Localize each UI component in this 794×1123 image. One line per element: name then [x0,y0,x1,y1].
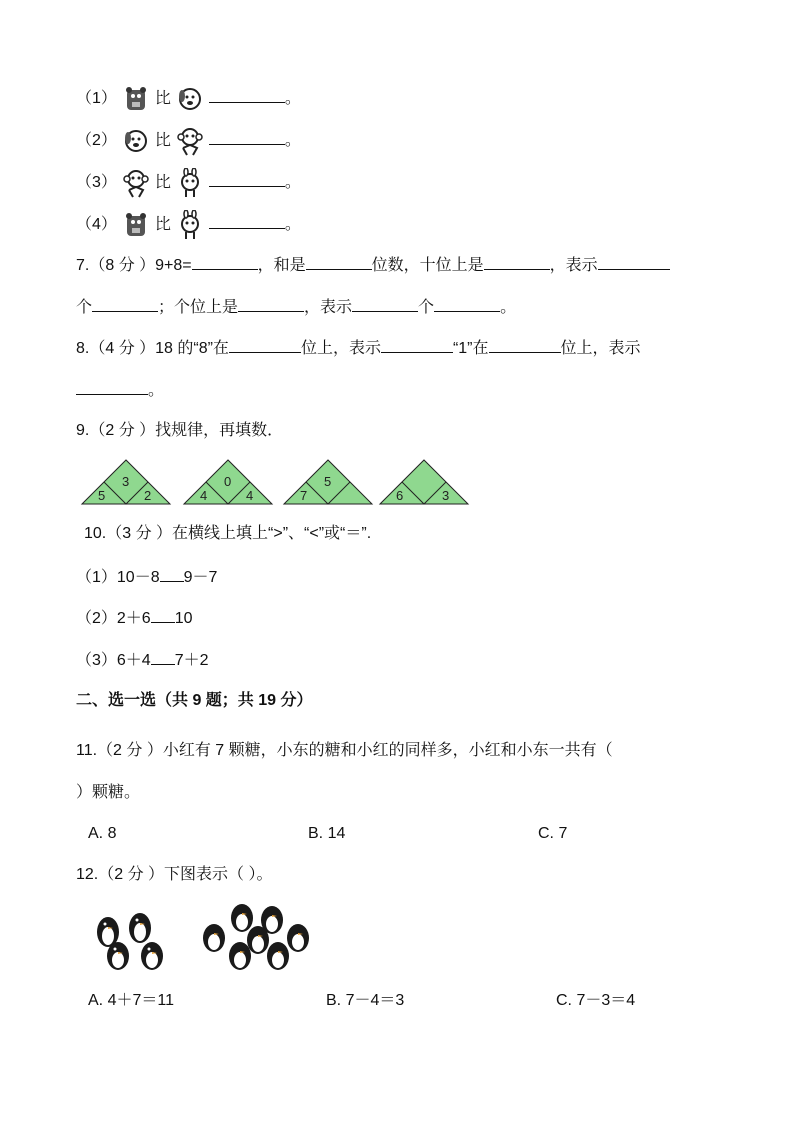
answer-blank[interactable] [352,295,418,312]
pattern-triangle [282,458,374,506]
q7-text: 个 [76,299,93,316]
question-11-line-1: 11.（2 分 ）小红有 7 颗糖，小东的糖和小红的同样多，小红和小东一共有（ [76,742,613,759]
item-number: （2） [76,610,117,627]
question-9 [76,420,283,442]
penguin-group-large [198,902,316,977]
compare-expression [76,606,193,630]
answer-blank[interactable] [484,253,550,270]
bear-icon [123,84,149,114]
item-number: （1） [76,90,117,108]
triangle-top-number: 0 [224,474,232,489]
q7-text: ，表示 [549,257,598,274]
answer-blank[interactable] [209,170,285,187]
question-8-line-1 [76,336,641,360]
compare-expression [76,565,217,589]
triangle-right-number: 3 [442,488,450,503]
question-12: 12.（2 分 ）下图表示（ ）。 [76,866,273,883]
penguin-icon [267,942,289,970]
item-number: （3） [76,174,117,192]
penguin-icon [247,926,269,954]
answer-blank[interactable] [209,128,285,145]
answer-blank[interactable] [76,378,148,395]
penguin-icon [203,924,225,952]
compare-item [76,168,301,198]
answer-blank[interactable] [434,295,500,312]
dog-icon [177,84,203,114]
period: 。 [284,216,301,234]
penguin-icon [229,942,251,970]
symbol-blank[interactable] [160,565,184,582]
expression-left: 10－8 [116,569,160,586]
compare-word: 比 [154,90,171,108]
period: 。 [284,90,301,108]
item-number: （2） [76,132,117,150]
rabbit-icon [177,210,203,240]
bear-icon [123,210,149,240]
question-11-line-2: ）颗糖。 [76,784,141,801]
q9-text: 9.（2 分 ）找规律，再填数． [76,422,284,439]
q7-text: ，表示 [304,299,353,316]
compare-item [76,126,301,156]
triangle-top-number: 5 [324,474,332,489]
compare-word: 比 [154,216,171,234]
triangle-right-number: 2 [144,488,152,503]
pattern-triangle [182,458,274,506]
q7-text: 个 [418,299,435,316]
penguin-icon [287,924,309,952]
monkey-icon [123,168,149,198]
item-number: （1） [76,569,117,586]
q10-text: 10.（3 分 ）在横线上填上“>”、“<”或“＝”. [84,525,372,542]
compare-item [76,210,301,240]
symbol-blank[interactable] [151,648,175,665]
penguin-group-small [94,910,174,977]
pattern-triangle [378,458,470,506]
item-number: （4） [76,216,117,234]
answer-blank[interactable] [229,336,301,353]
section-heading: 二、选一选（共 9 题；共 19 分） [76,692,313,709]
monkey-icon [177,126,203,156]
answer-blank[interactable] [489,336,561,353]
q7-text: 7.（8 分 ）9+8= [76,257,192,274]
q8-text: 位上，表示 [560,340,641,357]
expression-left: 6＋4 [116,652,151,669]
penguin-icon [231,904,253,932]
option-a[interactable]: A. 4＋7＝11 [88,992,174,1009]
triangle-left-number: 5 [98,488,106,503]
question-7-line-2 [76,295,516,319]
triangle-left-number: 4 [200,488,208,503]
option-b[interactable]: B. 7－4＝3 [326,992,405,1009]
expression-right: 7＋2 [174,652,209,669]
dog-icon [123,126,149,156]
triangle-left-number: 6 [396,488,404,503]
q8-text: “1”在 [452,340,489,357]
answer-blank[interactable] [209,212,285,229]
compare-item [76,84,301,114]
expression-left: 2＋6 [116,610,151,627]
answer-blank[interactable] [306,253,372,270]
question-10 [84,523,371,545]
item-number: （3） [76,652,117,669]
expression-right: 10 [174,610,193,627]
triangle-right-number: 4 [246,488,254,503]
triangle-left-number: 7 [300,488,308,503]
penguin-icon [141,942,163,970]
option-c[interactable]: C. 7－3＝4 [556,992,636,1009]
q7-text: ；个位上是 [158,299,239,316]
pattern-triangles [80,458,480,506]
question-8-line-2 [76,378,164,402]
answer-blank[interactable] [192,253,258,270]
option-a[interactable]: A. 8 [88,825,117,842]
option-c[interactable]: C. 7 [538,825,568,842]
answer-blank[interactable] [209,86,285,103]
q7-text: ，和是 [257,257,306,274]
q8-text: 位上，表示 [300,340,381,357]
answer-blank[interactable] [598,253,670,270]
period: 。 [284,174,301,192]
symbol-blank[interactable] [151,606,175,623]
answer-blank[interactable] [381,336,453,353]
compare-word: 比 [154,132,171,150]
q7-text: 。 [500,299,517,316]
period: 。 [284,132,301,150]
rabbit-icon [177,168,203,198]
triangle-top-number: 3 [122,474,130,489]
penguin-icon [107,942,129,970]
pattern-triangle [80,458,172,506]
compare-word: 比 [154,174,171,192]
option-b[interactable]: B. 14 [308,825,346,842]
question-7-line-1 [76,253,670,277]
penguin-icon [129,913,151,943]
q7-text: 位数，十位上是 [371,257,484,274]
compare-expression [76,648,209,672]
expression-right: 9－7 [183,569,218,586]
q8-text: 8.（4 分 ）18 的“8”在 [76,340,229,357]
q8-text: 。 [148,382,165,399]
answer-blank[interactable] [238,295,304,312]
answer-blank[interactable] [92,295,158,312]
